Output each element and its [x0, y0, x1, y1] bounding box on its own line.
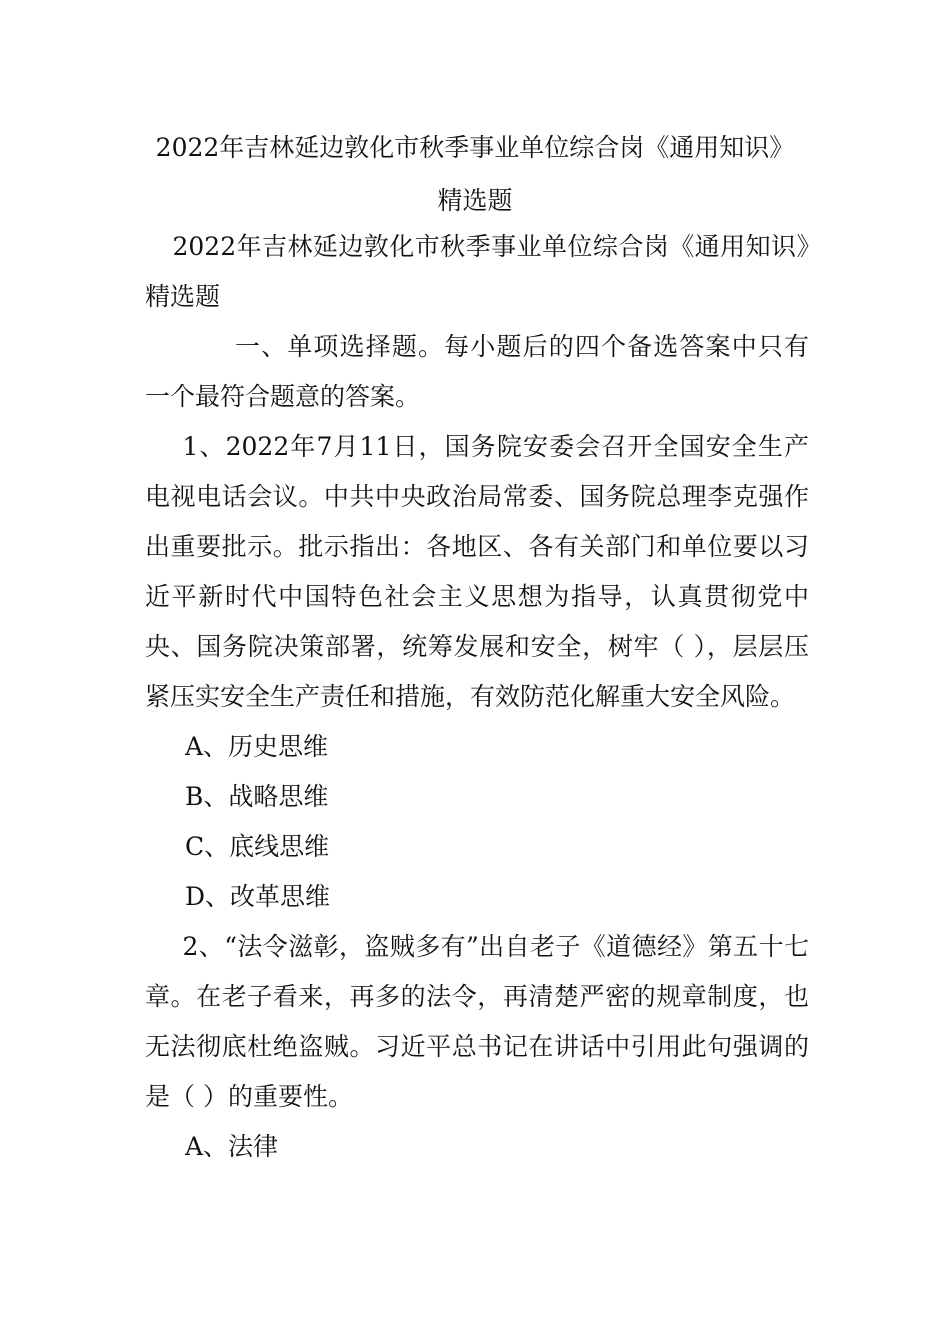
question-1-option-c: C、底线思维 — [185, 832, 330, 861]
question-2-stem: 2、“法令滋彰，盗贼多有”出自老子《道德经》第五十七章。在老子看来，再多的法令，再清楚严密的规章制度，也无法彻底杜绝盗贼。习近平总书记在讲话中引用此句强调的是（ ）的重要性。 — [145, 932, 809, 1111]
question-2-option-a: A、法律 — [185, 1132, 279, 1161]
question-1-option-d: D、改革思维 — [185, 882, 331, 911]
document-body — [145, 222, 809, 1172]
question-1-option-b: B、战略思维 — [185, 782, 329, 811]
question-1-option-a: A、历史思维 — [185, 732, 329, 761]
document-title-line-1: 2022年吉林延边敦化市秋季事业单位综合岗《通用知识》 — [155, 133, 795, 162]
section-heading: 一、单项选择题。每小题后的四个备选答案中只有一个最符合题意的答案。 — [145, 332, 809, 411]
question-1-stem: 1、2022年7月11日，国务院安委会召开全国安全生产电视电话会议。中共中央政治局常委、国务院总理李克强作出重要批示。批示指出：各地区、各有关部门和单位要以习近平新时代中国特色社会主义思想为指导，认真贯彻党中央、国务院决策部署，统筹发展和安全，树牢（ ），层层压紧压实安全生产责任和措施，有效防范化解重大安全风险。 — [145, 432, 809, 711]
document-title-line-2: 精选题 — [437, 186, 513, 215]
document-subtitle: 2022年吉林延边敦化市秋季事业单位综合岗《通用知识》精选题 — [145, 232, 809, 311]
